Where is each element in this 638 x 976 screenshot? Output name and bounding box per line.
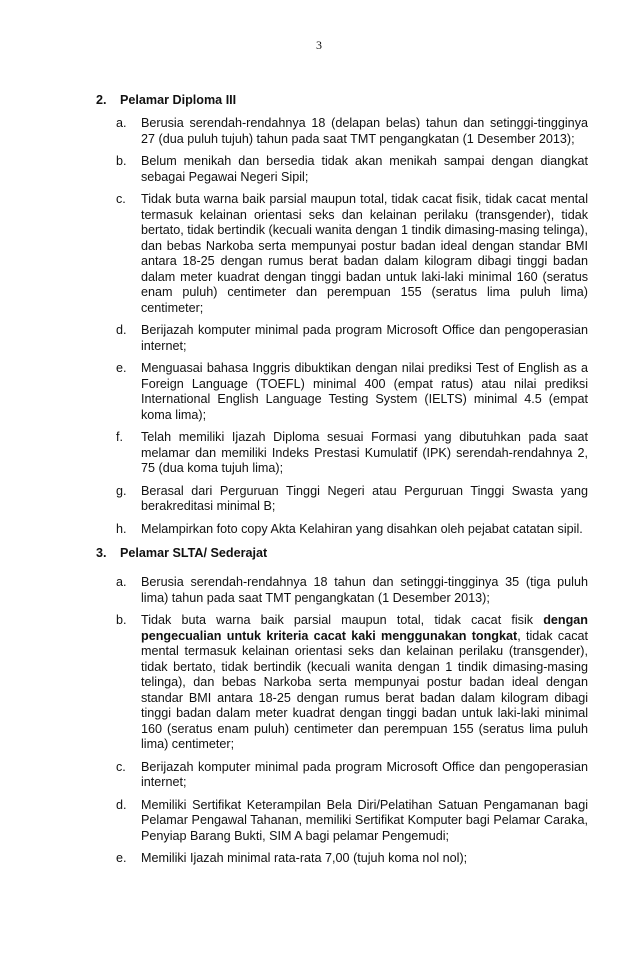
item-text-emphasis: dengan pengecualian untuk kriteria cacat kaki menggunakan tongkat [141, 613, 588, 643]
item-letter: e. [116, 851, 127, 865]
item-text-after: , tidak cacat mental termasuk kelainan orientasi seks dan kelainan perilaku (transgender), tidak bertato, tidak bertindik (kecuali wanita dengan 1 tindik dimasing-masing telinga), dan bebas Narkoba serta mempunyai postur badan ideal dengan standar BMI antara 18-25 dengan rumus berat badan dalam kilogram dibagi tinggi badan dalam meter kuadrat dengan tinggi badan untuk laki-laki minimal 160 (seratus enam puluh) centimeter dan perempuan 155 (seratus lima puluh lima) centimeter; [141, 628, 589, 751]
list-item [96, 154, 588, 185]
item-letter: b. [116, 154, 127, 168]
list-item [96, 760, 588, 791]
item-text: Berusia serendah-rendahnya 18 tahun dan setinggi-tingginya 35 (tiga puluh lima) tahun pada saat TMT pengangkatan (1 Desember 2013); [141, 575, 588, 605]
section-slta-sederajat [96, 545, 588, 874]
list-item [96, 484, 588, 515]
item-text: Berijazah komputer minimal pada program Microsoft Office dan pengoperasian internet; [141, 759, 588, 789]
item-letter: a. [116, 575, 127, 589]
item-letter: f. [116, 430, 123, 444]
requirements-list [96, 116, 588, 537]
requirements-list [96, 575, 588, 867]
section-title-text: Pelamar Diploma III [120, 93, 237, 107]
item-text: Memiliki Ijazah minimal rata-rata 7,00 (tujuh koma nol nol); [141, 851, 468, 865]
section-title-text: Pelamar SLTA/ Sederajat [120, 546, 268, 560]
list-item [96, 192, 588, 316]
item-text-before: Tidak buta warna baik parsial maupun total, tidak cacat fisik [141, 613, 544, 627]
list-item [96, 430, 588, 477]
item-text: Belum menikah dan bersedia tidak akan menikah sampai dengan diangkat sebagai Pegawai Negeri Sipil; [141, 154, 588, 184]
item-letter: e. [116, 361, 127, 375]
item-text: Berijazah komputer minimal pada program Microsoft Office dan pengoperasian internet; [141, 323, 588, 353]
section-diploma-iii [96, 92, 588, 544]
item-text: Menguasai bahasa Inggris dibuktikan dengan nilai prediksi Test of English as a Foreign Language (TOEFL) minimal 400 (empat ratus) atau nilai prediksi International English Language Testing System (IELTS) minimal 4.5 (empat koma lima); [141, 361, 588, 422]
item-text: Melampirkan foto copy Akta Kelahiran yang disahkan oleh pejabat catatan sipil. [141, 521, 583, 536]
item-letter: c. [116, 759, 126, 774]
page-number: 3 [316, 38, 322, 52]
item-letter: h. [116, 521, 127, 536]
list-item [96, 613, 588, 753]
item-letter: a. [116, 116, 127, 130]
list-item [96, 116, 588, 147]
list-item [96, 323, 588, 354]
section-number: 2. [96, 93, 107, 107]
item-text: Memiliki Sertifikat Keterampilan Bela Diri/Pelatihan Satuan Pengamanan bagi Pelamar Pengawal Tahanan, memiliki Sertifikat Komputer bagi Pelamar Caraka, Penyiap Barang Bukti, SIM A bagi pelamar Pengemudi; [141, 797, 588, 843]
section-title [96, 92, 588, 108]
item-letter: d. [116, 797, 127, 812]
list-item [96, 851, 588, 867]
section-number: 3. [96, 546, 107, 560]
list-item [96, 361, 588, 423]
item-letter: b. [116, 613, 127, 627]
item-letter: c. [116, 192, 126, 206]
item-text: Berasal dari Perguruan Tinggi Negeri atau Perguruan Tinggi Swasta yang berakreditasi minimal B; [141, 483, 588, 513]
item-letter: g. [116, 483, 127, 498]
item-text: Berusia serendah-rendahnya 18 (delapan belas) tahun dan setinggi-tingginya 27 (dua puluh tujuh) tahun pada saat TMT pengangkatan (1 Desember 2013); [141, 116, 588, 146]
list-item [96, 575, 588, 606]
section-title [96, 545, 588, 561]
item-text: Telah memiliki Ijazah Diploma sesuai Formasi yang dibutuhkan pada saat melamar dan memiliki Indeks Prestasi Kumulatif (IPK) serendah-rendahnya 2, 75 (dua koma tujuh lima); [141, 430, 588, 475]
item-text: Tidak buta warna baik parsial maupun total, tidak cacat fisik, tidak cacat mental termasuk kelainan orientasi seks dan kelainan perilaku (transgender), tidak bertato, tidak bertindik (kecuali wanita dengan 1 tindik dimasing-masing telinga), dan bebas Narkoba serta mempunyai postur badan ideal dengan standar BMI antara 18-25 dengan rumus berat badan dalam kilogram dibagi tinggi badan dalam meter kuadrat dengan tinggi badan untuk laki-laki minimal 160 (seratus enam puluh) centimeter dan perempuan 155 (seratus lima puluh lima) centimeter; [141, 192, 588, 315]
item-letter: d. [116, 323, 127, 337]
item-text [141, 613, 588, 753]
list-item [96, 798, 588, 845]
list-item [96, 522, 588, 538]
